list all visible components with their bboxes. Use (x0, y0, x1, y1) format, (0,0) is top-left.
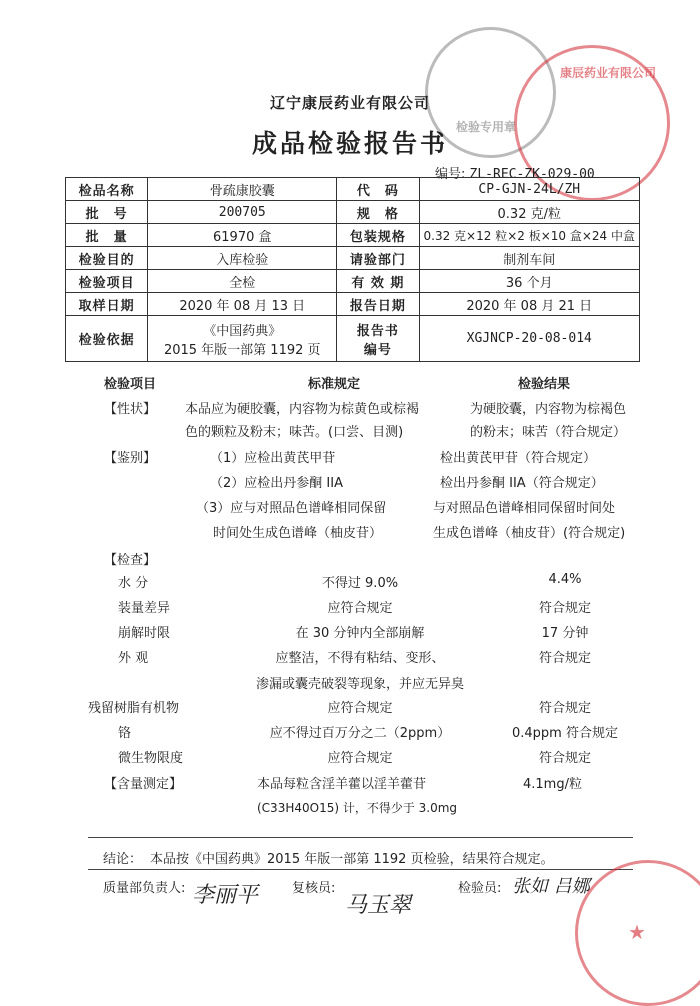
report-date-label: 报告日期 (337, 293, 419, 316)
validity-label: 有 效 期 (337, 270, 419, 293)
check-item-standard: 渗漏或囊壳破裂等现象，并应无异臭 (255, 677, 464, 692)
batch-no-label: 批 号 (66, 201, 148, 224)
items-value: 全检 (148, 270, 337, 293)
check-item-result: 符合规定 (538, 701, 591, 716)
check-item-name: 崩解时限 (118, 626, 171, 641)
dept-label: 请验部门 (337, 247, 419, 270)
check-item-name: 铬 (118, 726, 132, 741)
table-row (66, 201, 640, 224)
spec-value: 0.32 克/粒 (419, 201, 640, 224)
identification-label: 【鉴别】 (104, 451, 157, 466)
identification-standard-3b: 时间处生成色谱峰（柚皮苷） (213, 526, 383, 541)
assay-label: 【含量测定】 (104, 777, 183, 792)
assay-standard-1: 本品每粒含淫羊藿以淫羊藿苷 (257, 777, 427, 792)
divider (88, 869, 633, 870)
identification-standard-2: （2）应检出丹参酮 IIA (210, 476, 343, 491)
check-item-result: 4.4% (548, 572, 582, 587)
results-header-result: 检验结果 (518, 377, 571, 392)
basis-label: 检验依据 (66, 316, 148, 362)
doc-no-value: ZL-REC-ZK-029-00 (469, 167, 595, 182)
star-icon: ★ (628, 920, 646, 944)
purpose-label: 检验目的 (66, 247, 148, 270)
doc-no-label: 编号: (435, 167, 466, 182)
batch-qty-label: 批 量 (66, 224, 148, 247)
code-label: 代 码 (337, 178, 419, 201)
report-no-label (337, 316, 419, 362)
divider (88, 837, 633, 838)
basis-line-1: 《中国药典》 (203, 323, 282, 339)
identification-standard-3a: （3）应与对照品色谱峰相同保留 (196, 501, 387, 516)
items-label: 检验项目 (66, 270, 148, 293)
red-stamp-label: 康辰药业有限公司 (560, 66, 657, 80)
page-title: 成品检验报告书 (251, 129, 448, 158)
check-item-result: 符合规定 (538, 751, 591, 766)
check-item-result: 17 分钟 (541, 626, 589, 641)
validity-value: 36 个月 (419, 270, 640, 293)
check-item-result: 0.4ppm 符合规定 (512, 726, 618, 741)
report-date-value: 2020 年 08 月 21 日 (419, 293, 640, 316)
spec-label: 规 格 (337, 201, 419, 224)
reviewer-label: 复核员: (292, 881, 336, 896)
check-item-standard: 应整洁，不得有粘结、变形、 (275, 651, 445, 666)
checks-label: 【检查】 (104, 553, 157, 568)
check-item-result: 符合规定 (538, 651, 591, 666)
qa-head-signature: 李丽平 (192, 883, 259, 908)
table-row (66, 270, 640, 293)
properties-standard-1: 本品应为硬胶囊，内容物为棕黄色或棕褐 (185, 402, 420, 417)
product-name-label: 检品名称 (66, 178, 148, 201)
check-item-standard: 应不得过百万分之二（2ppm） (269, 726, 451, 741)
basis-value (148, 316, 337, 362)
identification-result-3a: 与对照品色谱峰相同保留时间处 (433, 501, 616, 516)
check-item-name: 残留树脂有机物 (88, 701, 180, 716)
identification-standard-1: （1）应检出黄芪甲苷 (210, 451, 336, 466)
report-no-value: XGJNCP-20-08-014 (419, 316, 640, 362)
check-item-name: 微生物限度 (118, 751, 184, 766)
table-row (66, 247, 640, 270)
packing-label: 包装规格 (337, 224, 419, 247)
inspector-label: 检验员: (458, 881, 502, 896)
properties-result-2: 的粉末；味苦（符合规定） (470, 425, 627, 440)
conclusion-label: 结论： (103, 852, 143, 867)
sample-date-label: 取样日期 (66, 293, 148, 316)
purpose-value: 入库检验 (148, 247, 337, 270)
results-header-item: 检验项目 (104, 377, 157, 392)
check-item-result: 符合规定 (538, 601, 591, 616)
properties-standard-2: 色的颗粒及粉末；味苦。(口尝、目测) (185, 425, 404, 440)
assay-standard-2: (C33H40O15) 计，不得少于 3.0mg (257, 801, 458, 815)
grey-stamp-label: 检验专用章 (456, 120, 517, 134)
results-header-standard: 标准规定 (308, 377, 361, 392)
reviewer-signature: 马玉翠 (345, 893, 412, 918)
packing-value: 0.32 克×12 粒×2 板×10 盒×24 中盒 (419, 224, 640, 247)
company-name: 辽宁康辰药业有限公司 (269, 94, 430, 112)
conclusion-text: 本品按《中国药典》2015 年版一部第 1192 页检验，结果符合规定。 (150, 852, 554, 867)
identification-result-2: 检出丹参酮 IIA（符合规定） (440, 476, 604, 491)
info-table (65, 177, 640, 362)
properties-result-1: 为硬胶囊，内容物为棕褐色 (470, 402, 627, 417)
qa-head-label: 质量部负责人: (103, 881, 186, 896)
check-item-name: 装量差异 (118, 601, 171, 616)
check-item-name: 水 分 (118, 576, 149, 591)
assay-result: 4.1mg/粒 (523, 777, 582, 792)
basis-line-2: 2015 年版一部第 1192 页 (163, 342, 321, 358)
identification-result-1: 检出黄芪甲苷（符合规定） (440, 451, 597, 466)
check-item-standard: 应符合规定 (327, 601, 393, 616)
dept-value: 制剂车间 (419, 247, 640, 270)
table-row (66, 293, 640, 316)
check-item-standard: 在 30 分钟内全部崩解 (295, 626, 425, 641)
check-item-standard: 应符合规定 (327, 751, 393, 766)
batch-qty-value: 61970 盒 (148, 224, 337, 247)
batch-no-value: 200705 (148, 201, 337, 224)
check-item-name: 外 观 (118, 651, 149, 666)
check-item-standard: 不得过 9.0% (321, 576, 399, 591)
sample-date-value: 2020 年 08 月 13 日 (148, 293, 337, 316)
table-row (66, 178, 640, 201)
inspector-signature: 张如 吕娜 (512, 876, 590, 897)
identification-result-3b: 生成色谱峰（柚皮苷）(符合规定) (433, 526, 626, 541)
product-name-value: 骨疏康胶囊 (148, 178, 337, 201)
table-row (66, 316, 640, 362)
code-value: CP-GJN-24L/ZH (419, 178, 640, 201)
properties-label: 【性状】 (104, 402, 157, 417)
check-item-standard: 应符合规定 (327, 701, 393, 716)
report-no-label-1: 报告书 (356, 323, 399, 339)
table-row (66, 224, 640, 247)
report-no-label-2: 编号 (363, 342, 392, 358)
